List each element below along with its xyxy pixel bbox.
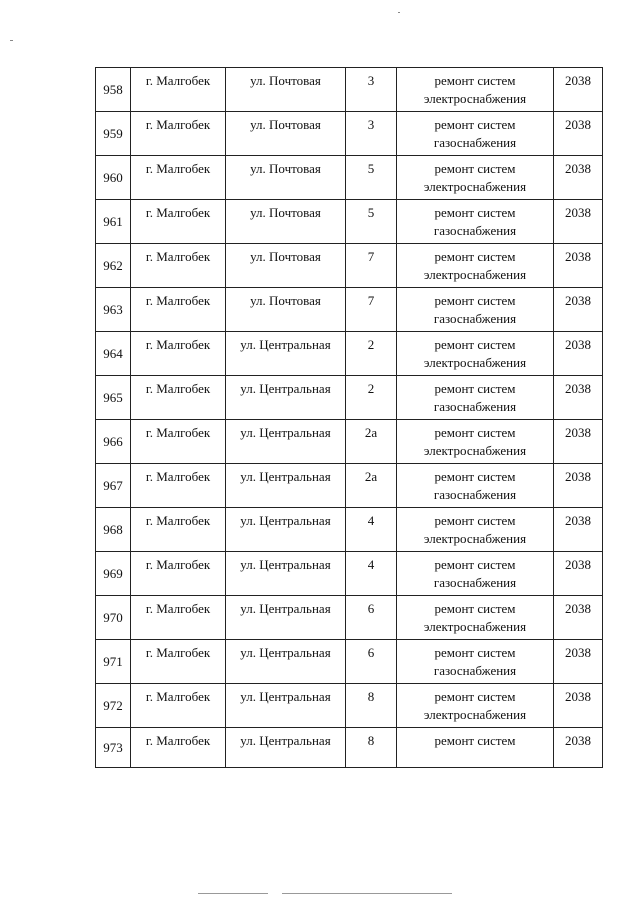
work-type-cell: ремонт систем газоснабжения (397, 376, 554, 420)
city-cell: г. Малгобек (131, 376, 226, 420)
house-number-cell: 7 (346, 288, 397, 332)
year-cell: 2038 (554, 244, 603, 288)
year-cell: 2038 (554, 596, 603, 640)
year-cell: 2038 (554, 728, 603, 768)
table-row (96, 112, 603, 156)
row-number: 960 (96, 156, 131, 200)
table-row (96, 332, 603, 376)
row-number: 972 (96, 684, 131, 728)
repair-schedule-table (95, 67, 603, 768)
house-number-cell: 5 (346, 156, 397, 200)
row-number: 959 (96, 112, 131, 156)
work-type-cell: ремонт систем газоснабжения (397, 464, 554, 508)
table-row (96, 420, 603, 464)
city-cell: г. Малгобек (131, 640, 226, 684)
city-cell: г. Малгобек (131, 288, 226, 332)
street-cell: ул. Центральная (226, 552, 346, 596)
city-cell: г. Малгобек (131, 552, 226, 596)
city-cell: г. Малгобек (131, 112, 226, 156)
table-row (96, 156, 603, 200)
city-cell: г. Малгобек (131, 728, 226, 768)
house-number-cell: 3 (346, 112, 397, 156)
street-cell: ул. Центральная (226, 420, 346, 464)
work-type-cell: ремонт систем газоснабжения (397, 112, 554, 156)
street-cell: ул. Центральная (226, 640, 346, 684)
row-number: 961 (96, 200, 131, 244)
table-row (96, 244, 603, 288)
table-row (96, 464, 603, 508)
row-number: 968 (96, 508, 131, 552)
city-cell: г. Малгобек (131, 508, 226, 552)
footer-line (198, 893, 268, 894)
table-row (96, 552, 603, 596)
work-type-cell: ремонт систем газоснабжения (397, 640, 554, 684)
row-number: 958 (96, 68, 131, 112)
year-cell: 2038 (554, 376, 603, 420)
work-type-cell: ремонт систем электроснабжения (397, 420, 554, 464)
table-row (96, 288, 603, 332)
work-type-cell: ремонт систем электроснабжения (397, 508, 554, 552)
house-number-cell: 4 (346, 508, 397, 552)
house-number-cell: 6 (346, 596, 397, 640)
table-row (96, 596, 603, 640)
work-type-cell: ремонт систем газоснабжения (397, 200, 554, 244)
year-cell: 2038 (554, 68, 603, 112)
house-number-cell: 3 (346, 68, 397, 112)
year-cell: 2038 (554, 420, 603, 464)
scan-speck (10, 40, 13, 41)
work-type-cell: ремонт систем электроснабжения (397, 596, 554, 640)
street-cell: ул. Почтовая (226, 200, 346, 244)
street-cell: ул. Центральная (226, 332, 346, 376)
row-number: 967 (96, 464, 131, 508)
table-row (96, 728, 603, 768)
row-number: 971 (96, 640, 131, 684)
street-cell: ул. Почтовая (226, 68, 346, 112)
table-row (96, 684, 603, 728)
row-number: 969 (96, 552, 131, 596)
street-cell: ул. Центральная (226, 684, 346, 728)
year-cell: 2038 (554, 684, 603, 728)
house-number-cell: 2 (346, 332, 397, 376)
row-number: 966 (96, 420, 131, 464)
house-number-cell: 7 (346, 244, 397, 288)
house-number-cell: 6 (346, 640, 397, 684)
street-cell: ул. Почтовая (226, 288, 346, 332)
year-cell: 2038 (554, 288, 603, 332)
work-type-cell: ремонт систем газоснабжения (397, 552, 554, 596)
work-type-cell: ремонт систем электроснабжения (397, 68, 554, 112)
footer-line (282, 893, 452, 894)
work-type-cell: ремонт систем электроснабжения (397, 244, 554, 288)
house-number-cell: 8 (346, 684, 397, 728)
table-row (96, 508, 603, 552)
work-type-cell: ремонт систем электроснабжения (397, 156, 554, 200)
work-type-cell: ремонт систем (397, 728, 554, 768)
work-type-cell: ремонт систем электроснабжения (397, 332, 554, 376)
street-cell: ул. Почтовая (226, 156, 346, 200)
city-cell: г. Малгобек (131, 596, 226, 640)
city-cell: г. Малгобек (131, 332, 226, 376)
year-cell: 2038 (554, 112, 603, 156)
year-cell: 2038 (554, 156, 603, 200)
house-number-cell: 2а (346, 464, 397, 508)
house-number-cell: 5 (346, 200, 397, 244)
year-cell: 2038 (554, 464, 603, 508)
city-cell: г. Малгобек (131, 200, 226, 244)
street-cell: ул. Центральная (226, 464, 346, 508)
table-row (96, 376, 603, 420)
year-cell: 2038 (554, 552, 603, 596)
scan-speck (398, 12, 400, 13)
row-number: 964 (96, 332, 131, 376)
city-cell: г. Малгобек (131, 156, 226, 200)
row-number: 962 (96, 244, 131, 288)
house-number-cell: 4 (346, 552, 397, 596)
city-cell: г. Малгобек (131, 684, 226, 728)
city-cell: г. Малгобек (131, 244, 226, 288)
table-row (96, 640, 603, 684)
table-row (96, 68, 603, 112)
street-cell: ул. Центральная (226, 376, 346, 420)
year-cell: 2038 (554, 200, 603, 244)
house-number-cell: 8 (346, 728, 397, 768)
row-number: 963 (96, 288, 131, 332)
row-number: 965 (96, 376, 131, 420)
city-cell: г. Малгобек (131, 68, 226, 112)
work-type-cell: ремонт систем электроснабжения (397, 684, 554, 728)
row-number: 973 (96, 728, 131, 768)
year-cell: 2038 (554, 640, 603, 684)
city-cell: г. Малгобек (131, 420, 226, 464)
house-number-cell: 2 (346, 376, 397, 420)
street-cell: ул. Почтовая (226, 112, 346, 156)
table-body (96, 68, 603, 768)
street-cell: ул. Центральная (226, 596, 346, 640)
year-cell: 2038 (554, 508, 603, 552)
row-number: 970 (96, 596, 131, 640)
street-cell: ул. Центральная (226, 728, 346, 768)
work-type-cell: ремонт систем газоснабжения (397, 288, 554, 332)
year-cell: 2038 (554, 332, 603, 376)
street-cell: ул. Почтовая (226, 244, 346, 288)
house-number-cell: 2а (346, 420, 397, 464)
table-row (96, 200, 603, 244)
city-cell: г. Малгобек (131, 464, 226, 508)
street-cell: ул. Центральная (226, 508, 346, 552)
